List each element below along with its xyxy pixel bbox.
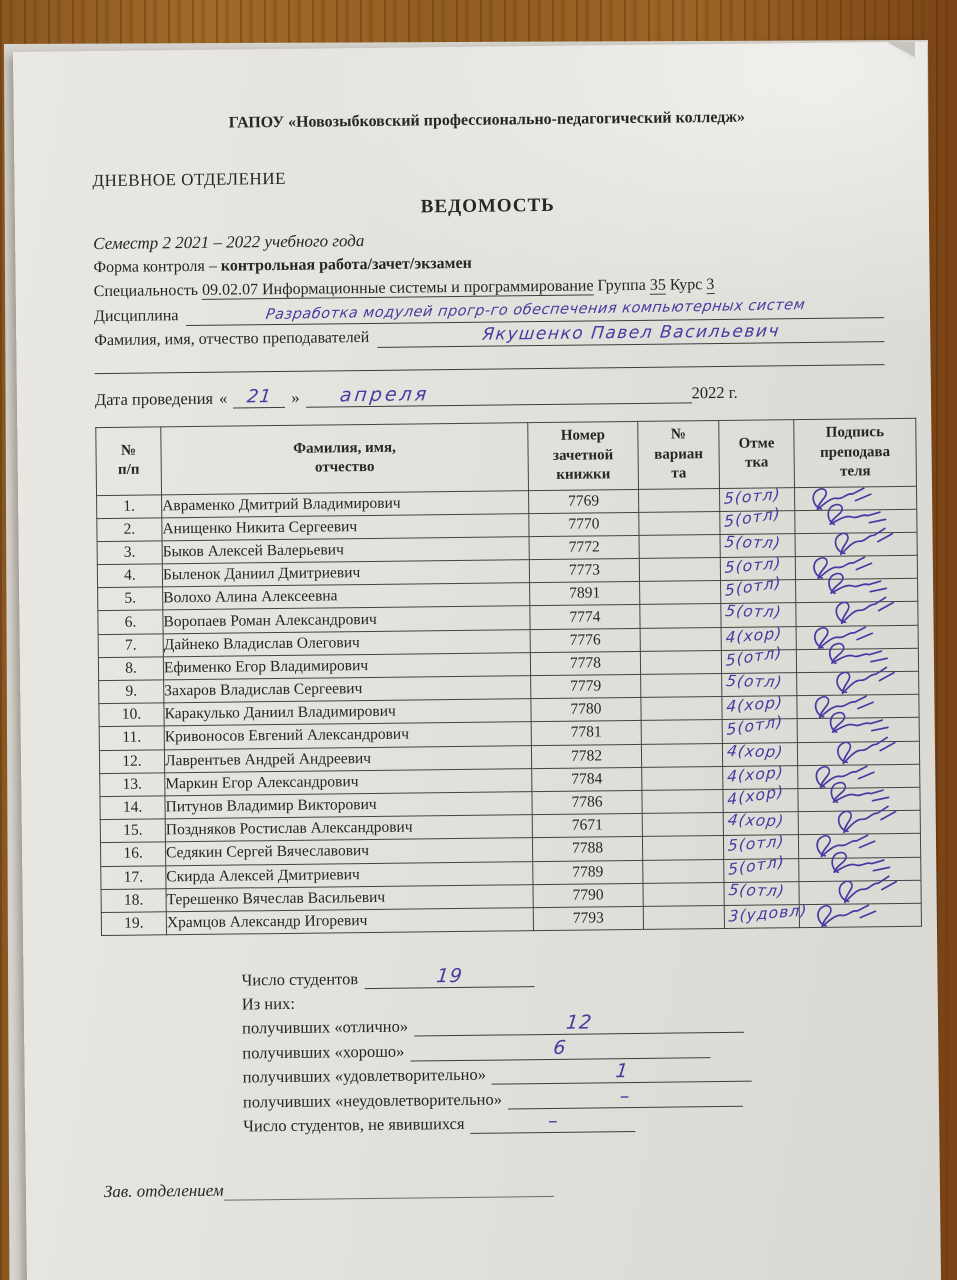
- summary-block: [241, 961, 893, 1136]
- cell-mark: [723, 812, 798, 836]
- summary-absent-fill: [470, 1110, 635, 1134]
- cell-student-name: Питунов Владимир Викторович: [165, 792, 532, 819]
- cell-student-name: Быленок Даниил Дмитриевич: [162, 560, 529, 587]
- cell-student-name: Храмцов Александр Игоревич: [166, 908, 533, 935]
- document-title: ВЕДОМОСТЬ: [420, 194, 555, 218]
- control-form-value: контрольная работа/зачет/экзамен: [220, 254, 472, 275]
- handwritten-mark: 5(отл): [723, 532, 783, 553]
- handwritten-mark: 4(хор): [725, 693, 784, 717]
- specialty-value: 09.02.07 Информационные системы и программирование: [201, 277, 594, 299]
- cell-variant: [640, 581, 721, 605]
- cell-student-name: Захаров Владислав Сергеевич: [164, 676, 531, 703]
- handwritten-mark: 5(отл): [724, 602, 783, 622]
- header-gradebook-number: Номер зачетной книжки: [528, 421, 639, 490]
- summary-absent-label: Число студентов, не явившихся: [243, 1114, 465, 1136]
- cell-student-name: Скирда Алексей Дмитриевич: [166, 861, 533, 888]
- cell-variant: [640, 604, 721, 628]
- grade-table-head: [96, 418, 917, 495]
- cell-row-number: 14.: [100, 796, 165, 820]
- handwritten-total: 19: [434, 965, 464, 988]
- date-label: Дата проведения: [94, 388, 214, 410]
- cell-row-number: 9.: [99, 680, 164, 704]
- cell-gradebook-number: 7790: [533, 883, 643, 907]
- header-variant-number: № вариан та: [638, 421, 720, 489]
- handwritten-satisfactory-count: 1: [614, 1060, 630, 1083]
- handwritten-unsatisfactory-count: –: [618, 1084, 632, 1107]
- cell-gradebook-number: 7793: [533, 906, 643, 930]
- date-line: [95, 378, 885, 410]
- document-content: [13, 42, 940, 1203]
- semester-line: Семестр 2 2021 – 2022 учебного года: [93, 231, 365, 254]
- summary-total-label: Число студентов: [241, 969, 359, 990]
- specialty-label: Специальность: [93, 281, 199, 301]
- cell-row-number: 5.: [98, 587, 163, 611]
- cell-gradebook-number: 7780: [531, 698, 641, 722]
- cell-student-name: Терешенко Вячеслав Васильевич: [166, 884, 533, 911]
- handwritten-mark: 3(удовл): [728, 901, 808, 926]
- cell-row-number: 1.: [97, 494, 162, 518]
- summary-excellent-label: получивших «отлично»: [241, 1016, 409, 1038]
- date-day-fill: [233, 386, 285, 409]
- group-label: Группа: [597, 276, 646, 295]
- cell-gradebook-number: 7773: [529, 558, 639, 582]
- cell-row-number: 19.: [101, 912, 166, 936]
- head-of-department-label: Зав. отделением: [103, 1180, 224, 1202]
- handwritten-mark: 4(хор): [725, 623, 783, 647]
- cell-gradebook-number: 7782: [531, 744, 641, 768]
- date-month-fill: [305, 380, 691, 407]
- cell-variant: [640, 627, 721, 651]
- cell-gradebook-number: 7671: [532, 814, 642, 838]
- course-label: Курс: [669, 276, 703, 294]
- control-form-label: Форма контроля –: [93, 257, 221, 277]
- cell-student-name: Ефименко Егор Владимирович: [163, 652, 530, 679]
- cell-student-name: Воропаев Роман Александрович: [163, 606, 530, 633]
- handwritten-mark: 4(хор): [726, 763, 785, 786]
- head-of-department-line: [104, 1173, 894, 1202]
- handwritten-excellent-count: 12: [564, 1011, 594, 1034]
- cell-mark: [724, 851, 799, 882]
- summary-total-fill: [364, 965, 534, 989]
- document-paper-sheet: [13, 42, 941, 1280]
- discipline-label: Дисциплина: [93, 307, 179, 326]
- teacher-label: Фамилия, имя, отчество преподавателей: [94, 328, 370, 350]
- handwritten-mark: 5(отл): [724, 573, 782, 601]
- handwritten-mark: 5(отл): [727, 832, 785, 856]
- grade-table-header-row: [96, 418, 917, 495]
- cell-row-number: 15.: [100, 819, 165, 843]
- open-quote: «: [218, 388, 228, 408]
- cell-row-number: 6.: [98, 610, 163, 634]
- handwritten-date-day: 21: [245, 386, 273, 408]
- cell-gradebook-number: 7788: [532, 837, 642, 861]
- cell-row-number: 13.: [100, 773, 165, 797]
- cell-gradebook-number: 7776: [530, 628, 640, 652]
- handwritten-absent-count: –: [546, 1109, 560, 1133]
- department-line: ДНЕВНОЕ ОТДЕЛЕНИЕ: [92, 168, 287, 191]
- cell-row-number: 8.: [98, 657, 163, 681]
- cell-mark: [720, 504, 795, 534]
- handwritten-mark: 5(отл): [724, 554, 782, 577]
- head-of-department-signature-line: [224, 1196, 554, 1201]
- cell-variant: [643, 882, 724, 906]
- cell-variant: [641, 743, 722, 767]
- course-value: 3: [706, 276, 715, 294]
- cell-gradebook-number: 7891: [530, 582, 640, 606]
- header-student-name: Фамилия, имя, отчество: [161, 423, 529, 495]
- header-mark: Отме тка: [719, 420, 795, 488]
- header-row-number: № п/п: [96, 427, 162, 495]
- cell-gradebook-number: 7789: [533, 860, 643, 884]
- cell-variant: [642, 813, 723, 837]
- handwritten-mark: 5(отл): [723, 484, 781, 508]
- group-value: 35: [649, 276, 666, 294]
- cell-variant: [643, 859, 724, 883]
- cell-row-number: 2.: [97, 518, 162, 542]
- cell-mark: [721, 573, 796, 604]
- cell-row-number: 12.: [99, 749, 164, 773]
- cell-gradebook-number: 7778: [530, 651, 640, 675]
- summary-good-label: получивших «хорошо»: [242, 1041, 405, 1063]
- handwritten-mark: 4(хор): [727, 782, 785, 809]
- summary-excellent-fill: [414, 1011, 744, 1037]
- handwritten-good-count: 6: [552, 1036, 569, 1059]
- cell-variant: [639, 558, 720, 582]
- cell-student-name: Лаврентьев Андрей Андреевич: [164, 745, 531, 772]
- cell-mark: [722, 742, 797, 766]
- cell-student-name: Кривоносов Евгений Александрович: [164, 722, 531, 749]
- cell-variant: [639, 534, 720, 558]
- cell-gradebook-number: 7786: [532, 790, 642, 814]
- cell-variant: [641, 674, 722, 698]
- cell-student-name: Быков Алексей Валерьевич: [162, 537, 529, 564]
- cell-variant: [640, 650, 721, 674]
- cell-variant: [638, 488, 719, 512]
- handwritten-mark: 4(хор): [725, 741, 785, 761]
- cell-gradebook-number: 7772: [529, 535, 639, 559]
- cell-mark: [722, 712, 797, 743]
- cell-variant: [643, 905, 724, 929]
- cell-variant: [641, 697, 722, 721]
- cell-student-name: Маркин Егор Александрович: [165, 768, 532, 795]
- cell-variant: [639, 511, 720, 535]
- cell-student-name: Дайнеко Владислав Олегович: [163, 629, 530, 656]
- summary-good-fill: [410, 1036, 710, 1061]
- handwritten-mark: 5(отл): [723, 504, 782, 531]
- cell-row-number: 3.: [97, 541, 162, 565]
- handwritten-mark: 5(отл): [727, 880, 787, 900]
- cell-gradebook-number: 7781: [531, 721, 641, 745]
- cell-variant: [642, 836, 723, 860]
- summary-satisfactory-fill: [492, 1060, 752, 1085]
- teacher-fill-line: [377, 320, 884, 348]
- summary-satisfactory-label: получивших «удовлетворительно»: [242, 1064, 487, 1087]
- grade-table: [95, 418, 922, 936]
- handwritten-mark: 5(отл): [726, 712, 784, 740]
- summary-of-them-label: Из них:: [241, 993, 295, 1014]
- cell-mark: [724, 901, 808, 929]
- cell-gradebook-number: 7770: [529, 512, 639, 536]
- cell-gradebook-number: 7769: [529, 489, 639, 513]
- cell-gradebook-number: 7774: [530, 605, 640, 629]
- cell-row-number: 7.: [98, 633, 163, 657]
- cell-row-number: 10.: [99, 703, 164, 727]
- cell-mark: [723, 782, 798, 813]
- cell-mark: [724, 881, 799, 905]
- summary-unsatisfactory-fill: [508, 1084, 743, 1109]
- cell-mark: [721, 603, 796, 627]
- cell-variant: [641, 720, 722, 744]
- cell-row-number: 11.: [99, 726, 164, 750]
- handwritten-mark: 5(отл): [727, 851, 786, 879]
- cell-student-name: Поздняков Ростислав Александрович: [165, 815, 532, 842]
- cell-student-name: Анищенко Никита Сергеевич: [162, 513, 529, 540]
- cell-row-number: 4.: [97, 564, 162, 588]
- handwritten-mark: 5(отл): [725, 671, 784, 692]
- handwritten-mark: 5(отл): [725, 643, 783, 670]
- cell-mark: [721, 643, 796, 673]
- summary-unsatisfactory-label: получивших «неудовлетворительно»: [242, 1089, 503, 1112]
- cell-gradebook-number: 7784: [532, 767, 642, 791]
- cell-student-name: Волохо Алина Алексеевна: [163, 583, 530, 610]
- cell-teacher-signature: [799, 903, 921, 928]
- cell-row-number: 16.: [100, 842, 165, 866]
- cell-gradebook-number: 7779: [531, 674, 641, 698]
- institution-name: ГАПОУ «Новозыбковский профессионально-педагогический колледж»: [228, 108, 746, 132]
- cell-student-name: Седякин Сергей Вячеславович: [165, 838, 532, 865]
- cell-student-name: Каракулько Даниил Владимирович: [164, 699, 531, 726]
- date-year: 2022 г.: [691, 382, 738, 403]
- handwritten-discipline: Разработка модулей прогр-го обеспечения компьютерных систем: [264, 297, 807, 324]
- cell-student-name: Авраменко Дмитрий Владимирович: [162, 490, 529, 517]
- cell-variant: [642, 789, 723, 813]
- cell-mark: [720, 534, 795, 558]
- cell-mark: [722, 673, 797, 697]
- cell-row-number: 17.: [101, 865, 166, 889]
- student-rows: [97, 486, 922, 936]
- close-quote: »: [291, 387, 300, 407]
- handwritten-teacher-name: Якушенко Павел Васильевич: [480, 321, 781, 345]
- header-teacher-signature: Подпись преподава теля: [794, 418, 917, 487]
- handwritten-date-month: апреля: [338, 383, 431, 407]
- handwritten-mark: 4(хор): [726, 811, 786, 831]
- cell-row-number: 18.: [101, 889, 166, 913]
- cell-variant: [642, 766, 723, 790]
- summary-absent-line: [243, 1107, 893, 1136]
